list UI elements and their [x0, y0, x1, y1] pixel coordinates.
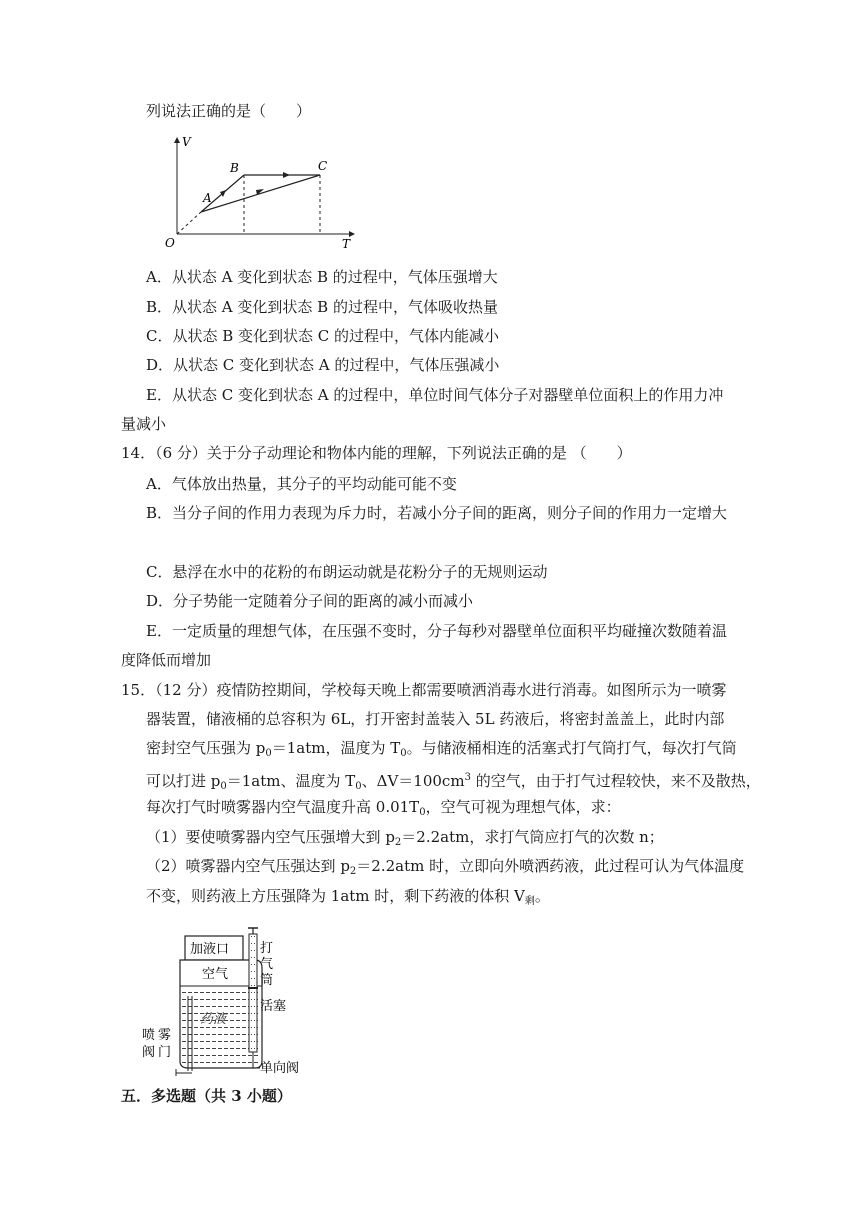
arrow-b-c: [283, 172, 290, 178]
vt-graph: [158, 132, 368, 250]
section-5-header: 五．多选题（共 3 小题）: [121, 1087, 292, 1105]
q14-option-a: A．气体放出热量，其分子的平均动能可能不变: [146, 475, 457, 493]
spray-valve-label-3: 阀: [142, 1045, 156, 1060]
pump-label-3: 筒: [260, 973, 274, 988]
q14-stem: 14．（6 分）关于分子动理论和物体内能的理解，下列说法正确的是 （ ）: [121, 444, 632, 462]
spray-valve-label-1: 喷: [142, 1028, 156, 1043]
q15-part-1: （1）要使喷雾器内空气压强增大到 $p_2=2.2atm$，求打气筒应打气的次数 n；: [146, 828, 664, 848]
piston-label: 活塞: [260, 999, 287, 1014]
q13-option-e: E．从状态 C 变化到状态 A 的过程中，单位时间气体分子对器壁单位面积上的作用力冲: [146, 386, 724, 404]
q14-option-e: E．一定质量的理想气体，在压强不变时，分子每秒对器壁单位面积平均碰撞次数随着温: [146, 622, 727, 640]
question-13-tail: 列说法正确的是（ ）: [146, 102, 312, 120]
q13-option-e-cont: 量减小: [121, 415, 167, 433]
label-c: C: [318, 159, 328, 173]
q15-line-5: 每次打气时喷雾器内空气温度升高 $0.01T_0$，空气可视为理想气体，求：: [146, 798, 621, 818]
q13-option-c: C．从状态 B 变化到状态 C 的过程中，气体内能减小: [146, 327, 500, 345]
spray-valve-label-4: 门: [158, 1045, 172, 1060]
q14-option-e-cont: 度降低而增加: [121, 651, 212, 669]
dashed-extension: [177, 212, 201, 234]
spray-valve-label-2: 雾: [158, 1028, 172, 1043]
q15-line-3: 密封空气压强为 $p_0=1atm$，温度为 $T_0$。与储液桶相连的活塞式打气筒打气，每次打气筒: [146, 739, 737, 759]
check-valve-label: 单向阀: [260, 1061, 300, 1076]
q13-option-a: A．从状态 A 变化到状态 B 的过程中，气体压强增大: [146, 268, 498, 286]
q15-part-2: （2）喷雾器内空气压强达到 $p_2=2.2atm$ 时，立即向外喷洒药液，此过程可认为气体温度: [146, 857, 745, 877]
arrow-a-b: [220, 190, 226, 197]
label-b: B: [230, 161, 239, 175]
pump-label-1: 打: [260, 941, 274, 956]
q15-line-2: 器装置，储液桶的总容积为 6L，打开密封盖装入 5L 药液后，将密封盖盖上，此时内部: [146, 710, 725, 728]
inlet-label: 加液口: [190, 942, 230, 957]
label-o: O: [165, 236, 175, 250]
q15-line-1: 15．（12 分）疫情防控期间，学校每天晚上都需要喷洒消毒水进行消毒。如图所示为一喷雾: [121, 681, 727, 699]
q15-line-4: 可以打进 $p_0=1atm$、温度为 $T_0$、$\Delta V=100cm^3$ 的空气，由于打气过程较快，来不及散热，: [146, 772, 761, 792]
sprayer-diagram: [140, 926, 315, 1076]
q14-option-b: B．当分子间的作用力表现为斥力时，若减小分子间的距离，则分子间的作用力一定增大: [146, 504, 728, 522]
label-t: T: [342, 237, 351, 250]
label-v: V: [182, 135, 191, 149]
label-a: A: [203, 191, 212, 205]
q14-option-c: C．悬浮在水中的花粉的布朗运动就是花粉分子的无规则运动: [146, 563, 548, 581]
pump-label-2: 气: [260, 957, 274, 972]
liquid-label: 药液: [200, 1012, 227, 1027]
air-label: 空气: [202, 967, 229, 982]
path-c-a: [201, 175, 320, 212]
q15-part-2-cont: 不变，则药液上方压强降为 1atm 时，剩下药液的体积 $V_剩$。: [146, 887, 550, 907]
q13-option-b: B．从状态 A 变化到状态 B 的过程中，气体吸收热量: [146, 298, 498, 316]
q13-option-d: D．从状态 C 变化到状态 A 的过程中，气体压强减小: [146, 356, 500, 374]
q14-option-d: D．分子势能一定随着分子间的距离的减小而减小: [146, 592, 474, 610]
